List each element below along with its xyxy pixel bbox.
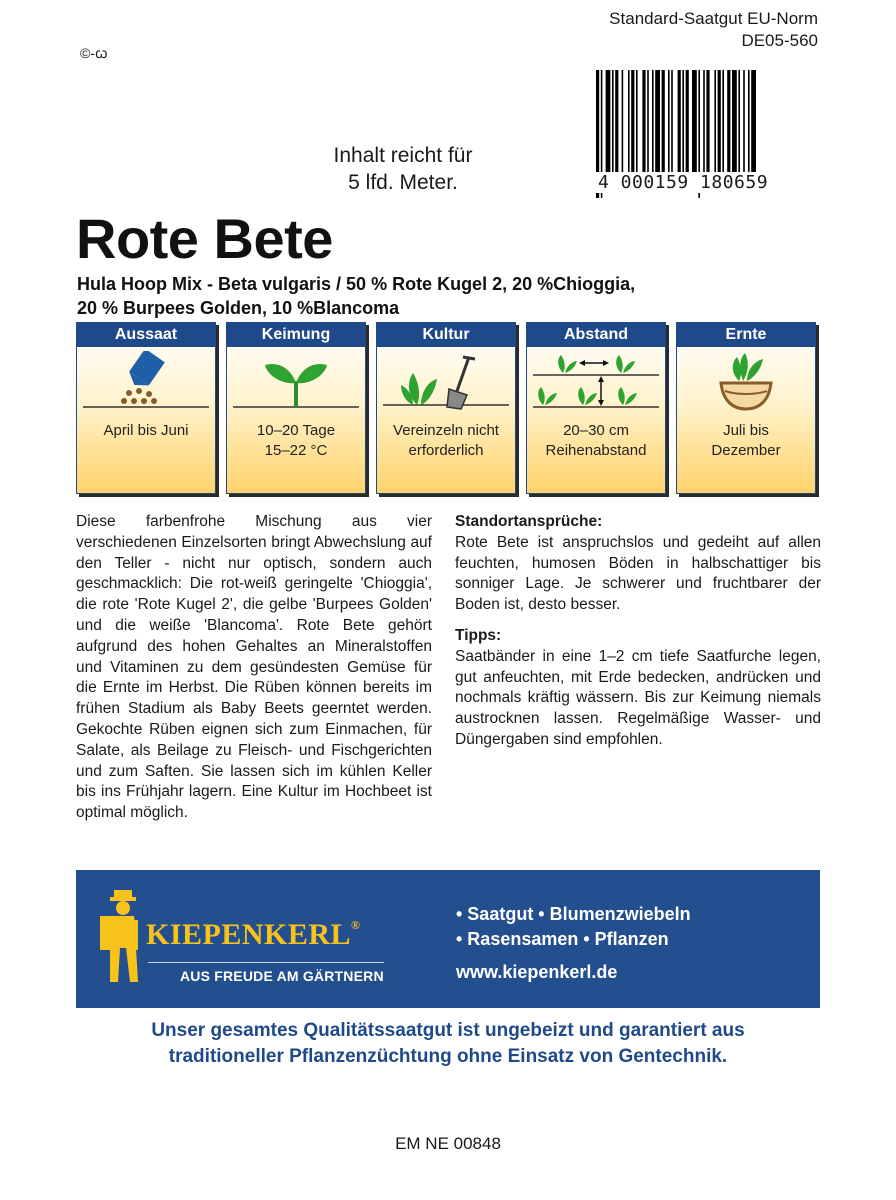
card-ernte [676,322,816,494]
sprout-icon [227,351,365,415]
card-keimung [226,322,366,494]
card-title: Ernte [677,323,815,347]
copyright-mark: ©-ꞷ [80,45,108,61]
brand-tagline: AUS FREUDE AM GÄRTNERN [180,968,384,984]
harvest-bowl-icon [677,351,815,415]
product-description: Diese farbenfrohe Mischung aus vier verschiedenen Einzelsorten bringt Abwechslung auf den Teller - nicht nur optisch, sondern auch geschmacklich: Die rot-weiß geringelte 'Chioggia', die rote 'Rote Kugel 2', die gelbe 'Burpees Golden' und die weiße 'Blancoma'. Rote Bete gehört aufgrund des hohen Gehaltes an Mineralstoffen und Vitaminen zu dem gesündesten Gemüse für die Ernte im Herbst. Die Rüben können bereits im frühen Stadium als Baby Beets geerntet werden. Gekochte Rüben eignen sich zum Einmachen, für Salate, als Beilage zu Fleisch- und Fischgerichten und zum Saften. Sie lassen sich im kühlen Keller bis ins Frühjahr lagern. Eine Kultur im Hochbeet ist optimal möglich. [76,513,432,822]
card-text-line-1: Vereinzeln nicht [393,422,499,439]
card-text-line-2: Reihenabstand [545,442,647,459]
card-title: Kultur [377,323,515,347]
footer-code: EM NE 00848 [395,1134,501,1153]
category-line-2: • Rasensamen • Pflanzen [456,929,669,949]
product-subtitle [77,272,797,320]
norm-line-1: Standard-Saatgut EU-Norm [609,9,818,28]
card-title: Abstand [527,323,665,347]
brand-name [146,918,361,952]
card-text-line-2: 15–22 °C [264,442,328,459]
spacing-icon [527,351,665,415]
spade-plant-icon [377,351,515,415]
card-text-line-1: April bis Juni [103,422,189,439]
care-info [455,512,821,761]
card-text-line-1: 20–30 cm [563,422,629,439]
quality-note [76,1018,820,1070]
registered-mark: ® [351,918,361,932]
seed-norm-label [609,8,818,52]
brand-banner [76,870,820,1008]
quality-line-1: Unser gesamtes Qualitätssaatgut ist ungebeizt und garantiert aus [151,1020,745,1041]
content-amount [318,142,488,196]
barcode-number: 4 000159 180659 [598,172,769,193]
card-aussaat [76,322,216,494]
norm-line-2: DE05-560 [741,31,818,50]
card-text-line-1: 10–20 Tage [256,422,336,439]
location-text: Rote Bete ist anspruchslos und gedeiht auf allen feuchten, humosen Böden in halbschattiger bis sonniger Lage. Je schwerer und fruchtbarer der Boden ist, desto besser. [455,533,821,614]
card-kultur [376,322,516,494]
subtitle-line-1: Hula Hoop Mix - Beta vulgaris / 50 % Rote Kugel 2, 20 %Chioggia, [77,274,636,294]
product-categories [456,902,691,952]
content-amount-line-2: 5 lfd. Meter. [348,171,458,194]
product-title: Rote Bete [76,207,333,270]
tips-text: Saatbänder in eine 1–2 cm tiefe Saatfurche legen, gut anfeuchten, mit Erde bedecken, andrücken und nochmals kräftig wässern. Bis zur Keimung niemals austrocknen lassen. Regelmäßige Wasser- und Düngergaben sind empfohlen. [455,647,821,748]
brand-name-text: KIEPENKERL [146,918,352,951]
growing-info-cards [76,322,814,494]
website-link[interactable]: www.kiepenkerl.de [456,962,618,982]
card-title: Keimung [227,323,365,347]
subtitle-line-2: 20 % Burpees Golden, 10 %Blancoma [77,298,400,318]
location-heading: Standortansprüche: [455,513,603,530]
card-text-line-2: erforderlich [408,442,484,459]
content-amount-line-1: Inhalt reicht für [333,144,473,167]
tips-heading: Tipps: [455,626,502,644]
seed-packet-icon [77,351,215,415]
quality-line-2: traditioneller Pflanzenzüchtung ohne Einsatz von Gentechnik. [168,1046,728,1067]
kiepenkerl-figure-icon [98,890,150,986]
card-text-line-1: Juli bis [723,422,769,439]
category-line-1: • Saatgut • Blumenzwiebeln [456,904,691,924]
card-abstand [526,322,666,494]
card-text-line-2: Dezember [711,442,781,459]
brand-divider [148,962,384,963]
card-title: Aussaat [77,323,215,347]
